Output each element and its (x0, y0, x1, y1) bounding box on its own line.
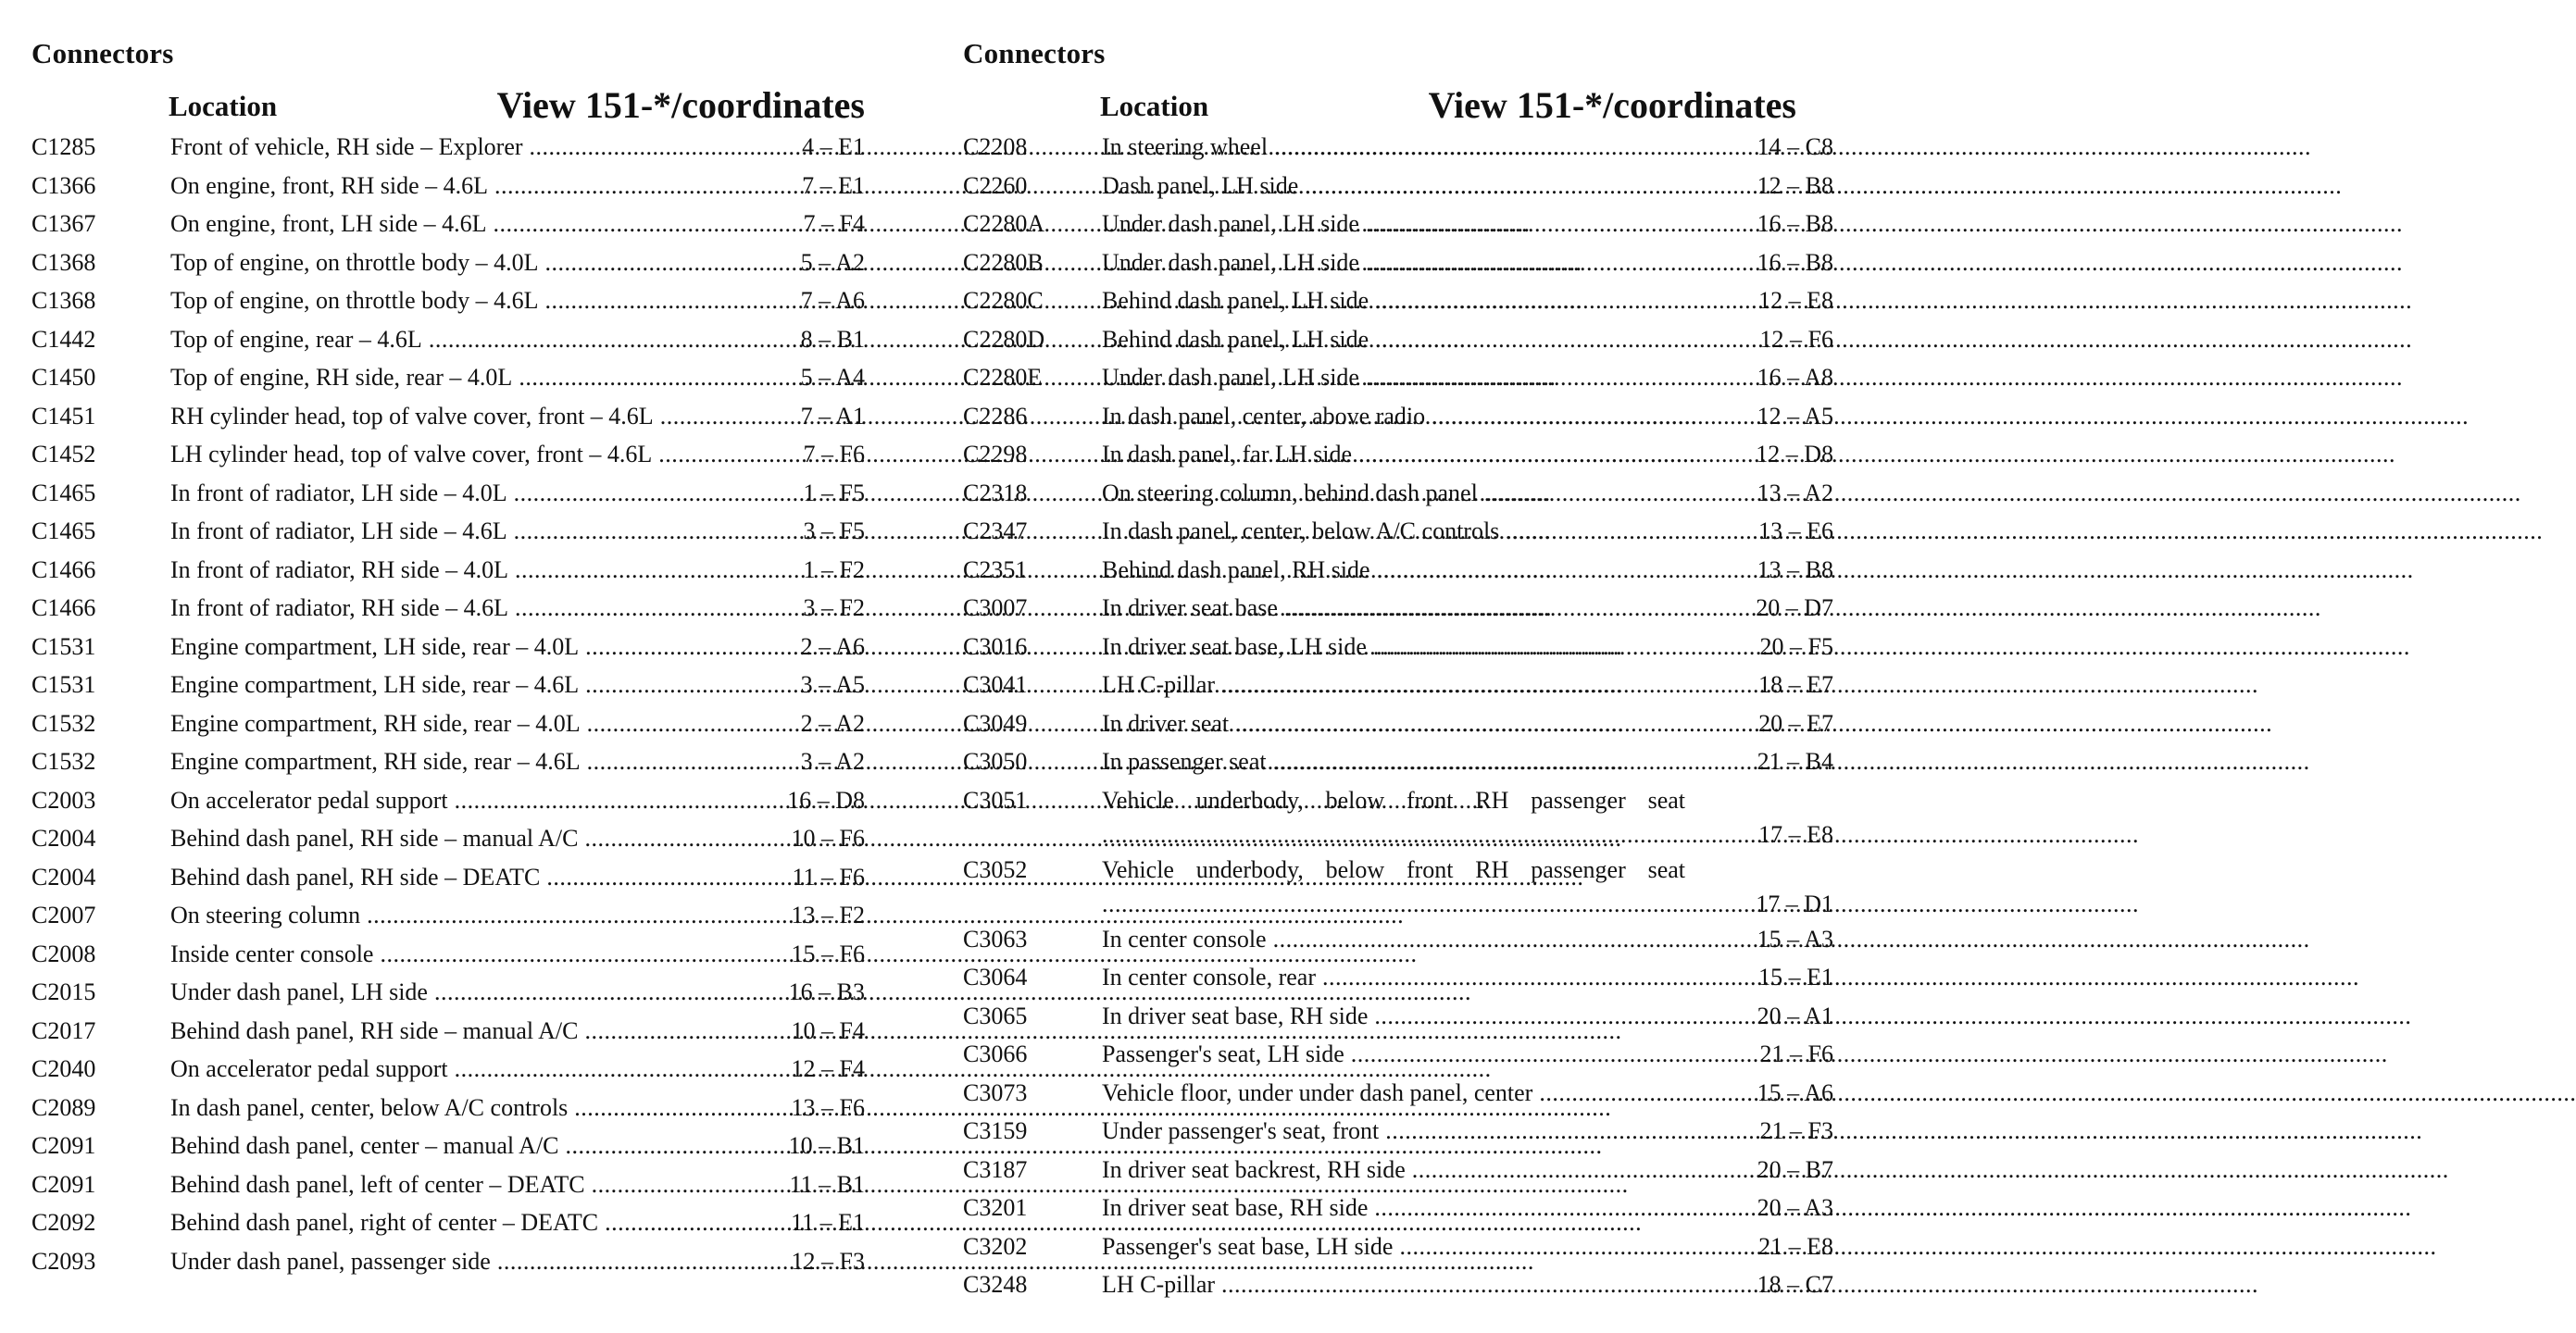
connector-location: LH C-pillar ..... (1102, 670, 1685, 700)
connector-location: Behind dash panel, RH side ..... (1102, 555, 1685, 585)
connector-code: C2280C (963, 287, 1044, 314)
connector-code: C2017 (31, 1016, 96, 1044)
connector-coordinates: 13 – A2 (1757, 479, 1833, 506)
connector-location: In driver seat base ..... (1102, 593, 1685, 623)
connector-location: Under dash panel, LH side ..... (1102, 363, 1685, 392)
connector-coordinates: 18 – E7 (1758, 671, 1833, 698)
connector-code: C3065 (963, 1002, 1028, 1029)
connector-code: C2040 (31, 1055, 96, 1082)
connector-row (31, 863, 902, 902)
connector-coordinates: 21 – F6 (1759, 1040, 1833, 1067)
connector-row (963, 171, 1833, 210)
connector-code: C1465 (31, 517, 96, 544)
section-title: Connectors (31, 37, 174, 69)
connector-location: Passenger's seat, LH side ..... (1102, 1040, 1685, 1069)
connector-row (963, 786, 1833, 855)
connector-code: C1531 (31, 632, 96, 660)
connector-coordinates: 2 – A6 (800, 632, 865, 660)
connector-row (963, 963, 1833, 1002)
connector-location: Engine compartment, RH side, rear – 4.6L ..... (170, 747, 754, 777)
connector-code: C2008 (31, 940, 96, 967)
connector-coordinates: 16 – B8 (1757, 210, 1833, 237)
connector-row (31, 1131, 902, 1170)
connector-code: C1532 (31, 748, 96, 775)
connector-code: C1450 (31, 364, 96, 391)
connector-coordinates: 20 – F5 (1759, 632, 1833, 660)
connector-code: C2286 (963, 402, 1028, 430)
connector-row (31, 1054, 902, 1093)
column-header-location: Location (1100, 90, 1209, 122)
column-header-view: View 151-*/coordinates (496, 84, 865, 126)
connector-row (963, 1116, 1833, 1155)
connector-location: In front of radiator, RH side – 4.0L ..... (170, 555, 754, 585)
connector-row (963, 709, 1833, 748)
connector-row (963, 632, 1833, 671)
connector-row (31, 786, 902, 825)
connector-coordinates: 3 – F5 (803, 517, 865, 544)
connector-coordinates: 11 – F6 (792, 863, 865, 891)
connector-coordinates: 20 – D7 (1756, 594, 1833, 621)
connector-code: C2091 (31, 1170, 96, 1198)
connector-location: On steering column, behind dash panel ..... (1102, 479, 1685, 508)
connector-coordinates: 16 – A8 (1757, 364, 1833, 391)
connector-row (31, 517, 902, 555)
connector-coordinates: 15 – E1 (1758, 964, 1833, 990)
connector-row (963, 286, 1833, 325)
connector-coordinates: 10 – F4 (791, 1016, 865, 1044)
connector-location: Inside center console ..... (170, 940, 754, 969)
connector-location: Behind dash panel, LH side ..... (1102, 325, 1685, 355)
connector-row (31, 824, 902, 863)
connector-location: Passenger's seat base, LH side ..... (1102, 1232, 1685, 1262)
connector-code: C1366 (31, 171, 96, 199)
connector-location: Top of engine, RH side, rear – 4.0L ..... (170, 363, 754, 392)
connector-coordinates: 10 – F6 (791, 825, 865, 852)
connector-code: C2092 (31, 1209, 96, 1236)
leader-dots (1102, 890, 1685, 919)
connector-code: C3052 (963, 855, 1028, 883)
connector-coordinates: 3 – A2 (800, 748, 865, 775)
connector-row (963, 593, 1833, 632)
connector-code: C3066 (963, 1040, 1028, 1067)
connector-code: C2003 (31, 786, 96, 814)
connector-row (31, 747, 902, 786)
connector-row (31, 1247, 902, 1286)
connector-location: Vehicle floor, under under dash panel, center ..... (1102, 1078, 1685, 1108)
connector-code: C3007 (963, 594, 1028, 621)
connector-location: Behind dash panel, center – manual A/C ..... (170, 1131, 754, 1161)
connector-location: Engine compartment, RH side, rear – 4.0L ..... (170, 709, 754, 739)
connector-location: In driver seat backrest, RH side ..... (1102, 1155, 1685, 1185)
connector-code: C2280A (963, 210, 1045, 237)
connector-row (31, 632, 902, 671)
connector-location: In front of radiator, RH side – 4.6L ..... (170, 593, 754, 623)
connector-location: Top of engine, rear – 4.6L ..... (170, 325, 754, 355)
connector-coordinates: 12 – D8 (1756, 441, 1833, 467)
connector-location: Behind dash panel, RH side – manual A/C ..... (170, 1016, 754, 1046)
connector-row (963, 1270, 1833, 1309)
connector-location: In driver seat ..... (1102, 709, 1685, 739)
connector-row (31, 555, 902, 594)
connector-coordinates: 5 – A2 (800, 248, 865, 276)
connector-row (31, 440, 902, 479)
connector-row (963, 325, 1833, 364)
column-header-view: View 151-*/coordinates (1428, 84, 1796, 126)
connector-row (963, 855, 1833, 925)
connector-location: In dash panel, center, above radio ..... (1102, 402, 1685, 431)
connector-coordinates: 11 – E1 (791, 1209, 865, 1236)
connector-coordinates: 7 – A1 (800, 402, 865, 430)
connector-location: In driver seat base, LH side ..... (1102, 632, 1685, 662)
connector-location: Vehicle underbody, below front RH passenger seat (1102, 855, 1685, 883)
connector-row (31, 940, 902, 978)
connector-code: C2004 (31, 825, 96, 852)
connector-code: C2260 (963, 171, 1028, 199)
connector-location: In front of radiator, LH side – 4.6L ..... (170, 517, 754, 546)
connector-coordinates: 12 – F3 (791, 1247, 865, 1275)
connector-row (963, 747, 1833, 786)
connector-row (31, 1170, 902, 1209)
connector-row (963, 670, 1833, 709)
connector-coordinates: 17 – D1 (1756, 890, 1833, 917)
connector-row (963, 132, 1833, 171)
connector-location: On steering column ..... (170, 901, 754, 930)
connector-code: C3016 (963, 632, 1028, 660)
section-title: Connectors (963, 37, 1106, 69)
connector-location: Front of vehicle, RH side – Explorer ..... (170, 132, 754, 162)
connector-coordinates: 5 – A4 (800, 364, 865, 391)
connector-coordinates: 7 – F4 (803, 210, 865, 237)
connector-coordinates: 7 – E1 (802, 171, 865, 199)
connector-coordinates: 1 – F2 (803, 555, 865, 583)
connector-location: Engine compartment, LH side, rear – 4.0L ..... (170, 632, 754, 662)
connector-row (31, 171, 902, 210)
connector-row (31, 593, 902, 632)
leader-dots (1102, 820, 1685, 850)
connector-location: In dash panel, center, below A/C controls ..... (1102, 517, 1685, 546)
connector-coordinates: 12 – F6 (1759, 325, 1833, 353)
connector-row (963, 1078, 1833, 1117)
connector-row (31, 1208, 902, 1247)
connector-code: C2280E (963, 364, 1043, 391)
connector-location: Behind dash panel, RH side – manual A/C ..... (170, 824, 754, 853)
connector-row (31, 978, 902, 1016)
connector-location: In steering wheel ..... (1102, 132, 1685, 162)
connector-row (963, 363, 1833, 402)
connector-code: C2280D (963, 325, 1045, 353)
connector-code: C1451 (31, 402, 96, 430)
connector-code: C1532 (31, 709, 96, 737)
connector-code: C2280B (963, 248, 1044, 276)
connector-row (31, 709, 902, 748)
connector-code: C3041 (963, 671, 1028, 698)
connector-code: C3159 (963, 1117, 1028, 1144)
connector-coordinates: 2 – A2 (800, 709, 865, 737)
connector-location: On accelerator pedal support ..... (170, 786, 754, 816)
connector-code: C3201 (963, 1194, 1028, 1221)
connector-code: C2351 (963, 555, 1028, 583)
connector-row (963, 440, 1833, 479)
connector-coordinates: 20 – E7 (1758, 709, 1833, 737)
connector-code: C3063 (963, 925, 1028, 953)
connector-coordinates: 12 – F4 (791, 1055, 865, 1082)
connector-row (31, 901, 902, 940)
connector-code: C2318 (963, 479, 1028, 506)
connector-location: In passenger seat ..... (1102, 747, 1685, 777)
connector-location: Under dash panel, LH side ..... (1102, 209, 1685, 239)
connector-location: In driver seat base, RH side ..... (1102, 1193, 1685, 1223)
connector-location: Under dash panel, LH side ..... (1102, 248, 1685, 278)
connector-code: C1367 (31, 210, 96, 237)
connector-code: C1368 (31, 248, 96, 276)
connector-row (963, 1002, 1833, 1040)
connector-row (31, 209, 902, 248)
connector-coordinates: 13 – F2 (791, 902, 865, 928)
connector-code: C1465 (31, 479, 96, 506)
connector-coordinates: 3 – A5 (800, 671, 865, 698)
connector-coordinates: 20 – B7 (1757, 1155, 1833, 1183)
connector-code: C2004 (31, 863, 96, 891)
connector-coordinates: 15 – A3 (1757, 925, 1833, 953)
connector-code: C1452 (31, 441, 96, 467)
connector-code: C2093 (31, 1247, 96, 1275)
connector-code: C1466 (31, 555, 96, 583)
connector-location: LH cylinder head, top of valve cover, front – 4.6L ..... (170, 440, 754, 469)
connector-coordinates: 16 – B3 (788, 978, 865, 1005)
connector-coordinates: 21 – F3 (1759, 1117, 1833, 1144)
connector-code: C3073 (963, 1078, 1028, 1106)
connector-location: In center console ..... (1102, 925, 1685, 954)
connector-row (963, 479, 1833, 517)
connector-coordinates: 20 – A3 (1757, 1194, 1833, 1221)
connector-code: C1442 (31, 325, 96, 353)
connector-location: Under dash panel, passenger side ..... (170, 1247, 754, 1277)
connector-coordinates: 12 – A5 (1757, 402, 1833, 430)
connector-coordinates: 16 – D8 (787, 786, 865, 814)
connector-code: C3050 (963, 748, 1028, 775)
connector-location: LH C-pillar ..... (1102, 1270, 1685, 1300)
connector-location: Behind dash panel, LH side ..... (1102, 286, 1685, 316)
connector-location: In dash panel, far LH side ..... (1102, 440, 1685, 469)
connector-location: In dash panel, center, below A/C controls ..... (170, 1093, 754, 1123)
connector-row (31, 363, 902, 402)
connector-code: C1531 (31, 671, 96, 698)
connector-code: C2089 (31, 1093, 96, 1121)
connector-code: C2091 (31, 1132, 96, 1159)
connector-location: In center console, rear ..... (1102, 963, 1685, 992)
connector-coordinates: 20 – A1 (1757, 1002, 1833, 1029)
connector-code: C3049 (963, 709, 1028, 737)
connector-coordinates: 3 – F2 (803, 594, 865, 621)
connector-code: C3051 (963, 786, 1028, 814)
connector-row (31, 132, 902, 171)
connector-row (963, 517, 1833, 555)
connector-location: In front of radiator, LH side – 4.0L ..... (170, 479, 754, 508)
connector-code: C3248 (963, 1271, 1028, 1298)
connector-code: C2347 (963, 517, 1028, 544)
connector-location: RH cylinder head, top of valve cover, front – 4.6L ..... (170, 402, 754, 431)
connector-code: C1466 (31, 594, 96, 621)
connector-location: On engine, front, LH side – 4.6L ..... (170, 209, 754, 239)
connector-row (963, 1232, 1833, 1271)
connector-coordinates: 13 – B8 (1757, 555, 1833, 583)
connector-code: C3187 (963, 1155, 1028, 1183)
connector-row (31, 1016, 902, 1055)
connector-row (31, 402, 902, 441)
connector-row (31, 325, 902, 364)
connector-row (31, 1093, 902, 1132)
connector-coordinates: 1 – F5 (803, 479, 865, 506)
connector-coordinates: 21 – E8 (1758, 1232, 1833, 1260)
connector-location: Top of engine, on throttle body – 4.0L ..... (170, 248, 754, 278)
connector-coordinates: 13 – E6 (1758, 517, 1833, 544)
connector-code: C1285 (31, 133, 96, 160)
connector-row (963, 1040, 1833, 1078)
connector-row (963, 1155, 1833, 1194)
connector-row (963, 1193, 1833, 1232)
connector-coordinates: 8 – B1 (800, 325, 865, 353)
connector-row (31, 286, 902, 325)
connector-list (31, 132, 902, 1285)
connector-row (963, 925, 1833, 964)
connector-row (31, 479, 902, 517)
connector-location: Vehicle underbody, below front RH passenger seat (1102, 786, 1685, 814)
connector-location: Behind dash panel, right of center – DEATC ..... (170, 1208, 754, 1238)
connector-code: C2007 (31, 902, 96, 928)
connector-coordinates: 7 – A6 (800, 287, 865, 314)
connector-coordinates: 15 – A6 (1757, 1078, 1833, 1106)
connector-coordinates: 21 – B4 (1757, 748, 1833, 775)
connector-code: C1368 (31, 287, 96, 314)
column-header-location: Location (169, 90, 278, 122)
connector-code: C2208 (963, 133, 1028, 160)
connector-code: C3064 (963, 964, 1028, 990)
connector-row (963, 402, 1833, 441)
connector-coordinates: 13 – F6 (791, 1093, 865, 1121)
connector-location: Top of engine, on throttle body – 4.6L ..... (170, 286, 754, 316)
connector-coordinates: 16 – B8 (1757, 248, 1833, 276)
connector-location: Under dash panel, LH side ..... (170, 978, 754, 1007)
connector-location: Behind dash panel, left of center – DEATC ..... (170, 1170, 754, 1200)
connector-coordinates: 12 – E8 (1758, 287, 1833, 314)
connector-coordinates: 18 – C7 (1757, 1271, 1833, 1298)
connector-location: On engine, front, RH side – 4.6L ..... (170, 171, 754, 201)
connector-row (963, 209, 1833, 248)
connector-row (963, 248, 1833, 287)
connector-location: Under passenger's seat, front ..... (1102, 1116, 1685, 1146)
connector-row (31, 670, 902, 709)
connector-coordinates: 15 – F6 (791, 940, 865, 967)
connector-list (963, 132, 1833, 1309)
connector-location: In driver seat base, RH side ..... (1102, 1002, 1685, 1031)
connector-coordinates: 11 – B1 (789, 1170, 865, 1198)
connector-coordinates: 4 – E1 (802, 133, 865, 160)
connector-code: C3202 (963, 1232, 1028, 1260)
connector-code: C2015 (31, 978, 96, 1005)
connector-coordinates: 14 – C8 (1757, 133, 1833, 160)
connector-coordinates: 10 – B1 (788, 1132, 865, 1159)
connector-location: On accelerator pedal support ..... (170, 1054, 754, 1084)
connector-location: Dash panel, LH side ..... (1102, 171, 1685, 201)
connector-coordinates: 17 – E8 (1758, 820, 1833, 848)
connector-row (31, 248, 902, 287)
connector-code: C2298 (963, 441, 1028, 467)
connector-row (963, 555, 1833, 594)
connector-coordinates: 12 – B8 (1757, 171, 1833, 199)
connector-coordinates: 7 – F6 (803, 441, 865, 467)
connector-location: Behind dash panel, RH side – DEATC ..... (170, 863, 754, 892)
connector-location: Engine compartment, LH side, rear – 4.6L ..... (170, 670, 754, 700)
